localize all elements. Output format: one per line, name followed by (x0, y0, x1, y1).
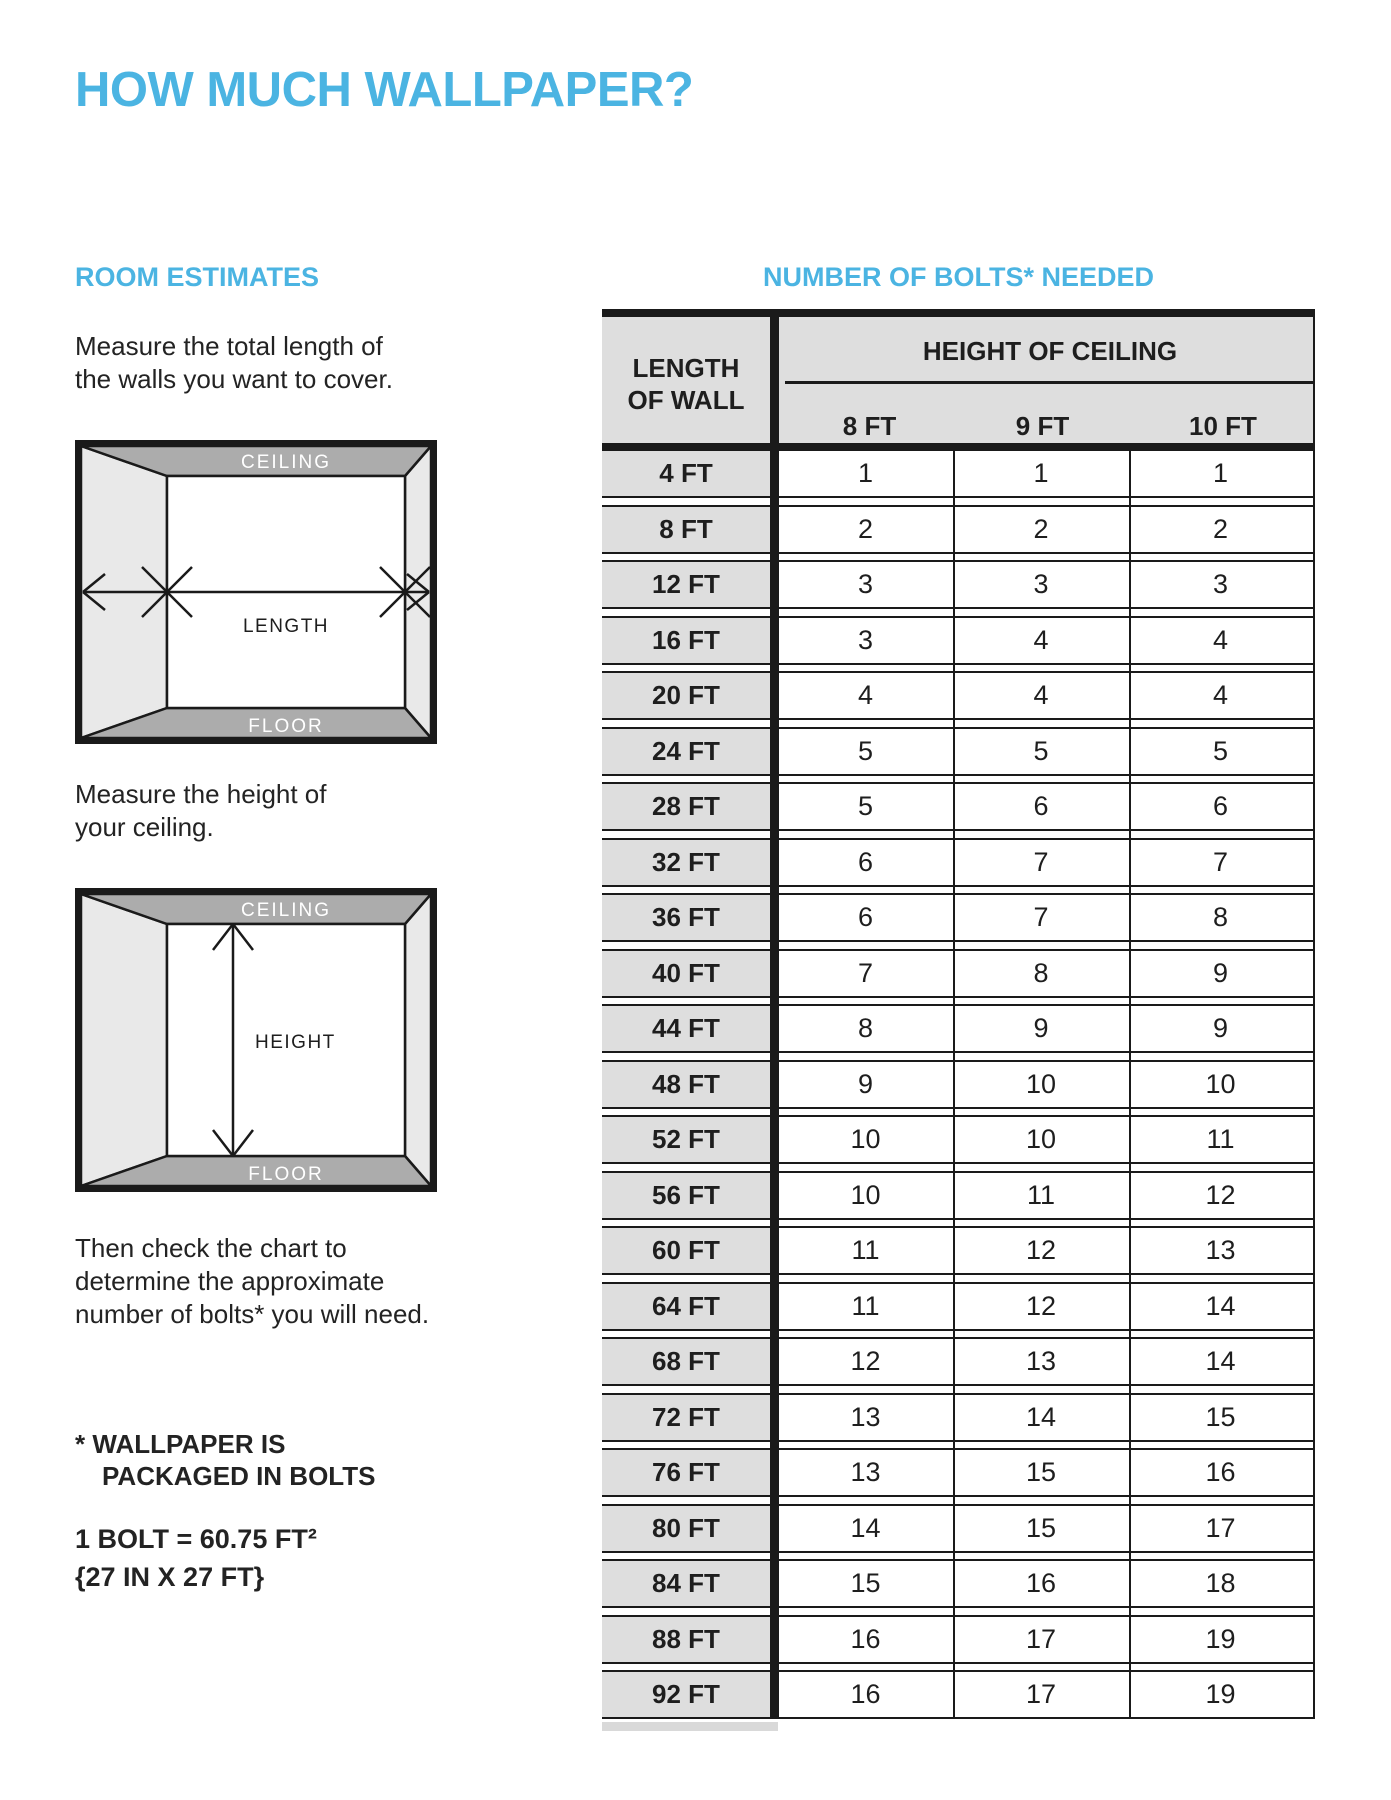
header-divider-line (785, 381, 1315, 384)
table-bottom-strip (602, 1722, 778, 1731)
length-label: LENGTH (242, 616, 330, 637)
bolt-count-cell: 11 (1026, 1179, 1056, 1210)
floor-label: FLOOR (248, 1164, 324, 1185)
bolt-count-cell: 13 (1205, 1235, 1236, 1265)
row-length-label: 80 FT (602, 1506, 770, 1551)
bolt-count-cell: 14 (1025, 1401, 1057, 1432)
left-wall (81, 894, 167, 1186)
bolt-count-cell: 9 (1212, 1013, 1229, 1043)
row-length-label: 36 FT (602, 895, 770, 940)
row-length-label: 4 FT (602, 451, 770, 496)
table-row (602, 893, 1315, 942)
bolt-count-cell: 2 (857, 513, 874, 544)
ceiling-label: CEILING (240, 900, 332, 921)
floor-label: FLOOR (248, 716, 324, 737)
row-length-label: 16 FT (602, 618, 770, 663)
bolt-count-cell: 9 (1033, 1013, 1049, 1043)
row-length-label: 68 FT (602, 1339, 770, 1384)
table-row (602, 1615, 1315, 1664)
instruction-step-1-line-2: the walls you want to cover. (75, 364, 393, 394)
table-row (602, 949, 1315, 998)
bolt-count-cell: 10 (1205, 1068, 1236, 1099)
bolt-count-cell: 4 (1212, 624, 1229, 655)
bolt-size-info (75, 1520, 317, 1596)
table-row (602, 560, 1315, 609)
bolt-count-cell: 19 (1205, 1679, 1236, 1709)
bolt-count-cell: 8 (1212, 902, 1229, 932)
row-length-label: 20 FT (602, 673, 770, 718)
row-length-label: 44 FT (602, 1006, 770, 1051)
row-length-label: 52 FT (602, 1117, 770, 1162)
bolt-count-cell: 1 (1212, 458, 1229, 488)
bolt-count-cell: 16 (1025, 1568, 1057, 1598)
bolt-count-cell: 9 (1212, 957, 1229, 988)
column-header-9ft: 9 FT (1015, 411, 1070, 441)
table-row (602, 1060, 1315, 1109)
bolt-dimensions-line: {27 IN X 27 FT} (75, 1562, 265, 1592)
bolt-count-cell: 3 (1212, 569, 1229, 599)
table-row (602, 1004, 1315, 1053)
row-length-label: 56 FT (602, 1173, 770, 1218)
column-header-10ft: 10 FT (1189, 411, 1257, 441)
height-of-ceiling-header: HEIGHT OF CEILING (922, 336, 1178, 366)
bolt-count-cell: 5 (857, 791, 874, 821)
row-length-label: 8 FT (602, 507, 770, 552)
bolt-count-cell: 3 (857, 569, 874, 599)
table-row (602, 1115, 1315, 1164)
row-length-label: 40 FT (602, 951, 770, 996)
footnote-line-1: * WALLPAPER IS (75, 1429, 286, 1459)
table-row (602, 616, 1315, 665)
bolt-count-cell: 12 (1025, 1235, 1057, 1265)
bolt-count-cell: 16 (1205, 1457, 1236, 1487)
table-row (602, 1282, 1315, 1331)
bolt-count-cell: 12 (850, 1346, 881, 1376)
instruction-step-2-line-2: your ceiling. (75, 812, 214, 842)
bolt-count-cell: 1 (857, 458, 874, 488)
bolt-count-cell: 5 (857, 735, 874, 766)
row-length-label: 64 FT (602, 1284, 770, 1329)
bolt-count-cell: 2 (1212, 513, 1229, 544)
bolt-count-cell: 2 (1033, 513, 1049, 544)
table-row (602, 671, 1315, 720)
bolt-count-cell: 15 (1025, 1512, 1057, 1543)
bolt-count-cell: 1 (1033, 458, 1049, 488)
bolt-count-cell: 3 (1033, 569, 1049, 599)
bolt-count-cell: 10 (850, 1179, 881, 1210)
bolt-count-cell: 4 (857, 680, 874, 710)
bolt-count-cell: 7 (1212, 846, 1229, 877)
bolt-count-cell: 8 (1033, 957, 1049, 988)
length-of-wall-header-line-1: LENGTH (632, 353, 740, 383)
bolt-count-cell: 6 (1033, 791, 1049, 821)
row-length-label: 32 FT (602, 840, 770, 885)
bolt-area-line: 1 BOLT = 60.75 FT² (75, 1524, 317, 1554)
height-label: HEIGHT (255, 1032, 336, 1053)
bolt-count-cell: 18 (1205, 1568, 1236, 1598)
table-row (602, 838, 1315, 887)
row-length-label: 88 FT (602, 1617, 770, 1662)
table-right-border (1313, 317, 1316, 1719)
bolt-count-cell: 14 (1205, 1346, 1236, 1376)
length-room-diagram (75, 440, 437, 744)
bolt-count-cell: 17 (1205, 1512, 1236, 1543)
column-divider-2 (1129, 443, 1132, 1719)
table-row (602, 1504, 1315, 1553)
bolt-count-cell: 4 (1212, 680, 1229, 710)
room-estimates-heading: ROOM ESTIMATES (75, 262, 320, 292)
bolt-count-cell: 11 (851, 1235, 880, 1265)
instruction-step-1-line-1: Measure the total length of (75, 331, 383, 361)
wallpaper-footnote (75, 1428, 375, 1492)
bolt-count-cell: 6 (857, 846, 874, 877)
length-of-wall-header-line-2: OF WALL (627, 385, 745, 415)
instruction-step-2 (75, 778, 327, 844)
bolt-count-cell: 15 (1025, 1457, 1057, 1487)
table-row (602, 1337, 1315, 1386)
bolt-count-cell: 11 (1206, 1124, 1235, 1154)
bolt-count-cell: 8 (857, 1013, 874, 1043)
table-row (602, 505, 1315, 554)
table-row (602, 727, 1315, 776)
bolt-count-cell: 16 (850, 1623, 881, 1654)
bolt-count-cell: 5 (1033, 735, 1049, 766)
bolt-count-cell: 10 (1025, 1068, 1057, 1099)
bolt-count-cell: 15 (1205, 1401, 1236, 1432)
bolt-count-cell: 10 (1025, 1124, 1057, 1154)
instruction-step-2-line-1: Measure the height of (75, 779, 327, 809)
footnote-line-2: PACKAGED IN BOLTS (102, 1461, 376, 1491)
bolt-count-cell: 4 (1033, 624, 1049, 655)
row-length-label: 92 FT (602, 1672, 770, 1717)
bolt-count-cell: 10 (850, 1124, 881, 1154)
row-length-label: 84 FT (602, 1561, 770, 1606)
row-length-label: 12 FT (602, 562, 770, 607)
right-wall (405, 894, 431, 1186)
row-length-label: 60 FT (602, 1228, 770, 1273)
table-thick-divider (770, 309, 779, 1719)
row-length-label: 72 FT (602, 1395, 770, 1440)
column-divider-1 (953, 443, 956, 1719)
row-length-label: 24 FT (602, 729, 770, 774)
table-row (602, 1670, 1315, 1719)
row-length-label: 48 FT (602, 1062, 770, 1107)
header-bottom-line (602, 443, 1315, 449)
bolts-table-heading: NUMBER OF BOLTS* NEEDED (762, 262, 1154, 292)
instruction-step-1 (75, 330, 393, 396)
bolt-count-cell: 14 (850, 1512, 881, 1543)
column-header-8ft: 8 FT (842, 411, 897, 441)
bolt-count-cell: 3 (857, 624, 874, 655)
length-of-wall-header (602, 352, 770, 416)
page-title: HOW MUCH WALLPAPER? (75, 63, 694, 117)
bolt-count-cell: 9 (857, 1068, 874, 1099)
bolt-count-cell: 6 (1212, 791, 1229, 821)
bolt-count-cell: 17 (1025, 1623, 1057, 1654)
bolt-count-cell: 13 (1025, 1346, 1057, 1376)
instruction-step-3-line-1: Then check the chart to (75, 1233, 347, 1263)
height-room-diagram (75, 888, 437, 1192)
bolt-count-cell: 12 (1025, 1290, 1057, 1321)
table-row (602, 1559, 1315, 1608)
bolt-count-cell: 7 (857, 957, 874, 988)
bolt-count-cell: 13 (850, 1401, 881, 1432)
table-row (602, 1226, 1315, 1275)
bolt-count-cell: 6 (857, 902, 874, 932)
bolt-count-cell: 7 (1033, 902, 1049, 932)
instruction-step-3-line-2: determine the approximate (75, 1266, 385, 1296)
instruction-step-3 (75, 1232, 429, 1331)
row-length-label: 76 FT (602, 1450, 770, 1495)
bolt-count-cell: 11 (851, 1290, 880, 1321)
bolt-count-cell: 13 (850, 1457, 881, 1487)
table-row (602, 782, 1315, 831)
bolt-count-cell: 16 (850, 1679, 881, 1709)
bolt-count-cell: 15 (850, 1568, 881, 1598)
table-row (602, 1171, 1315, 1220)
table-row (602, 449, 1315, 498)
instruction-step-3-line-3: number of bolts* you will need. (75, 1299, 430, 1329)
bolt-count-cell: 4 (1033, 680, 1049, 710)
bolt-count-cell: 19 (1205, 1623, 1236, 1654)
row-length-label: 28 FT (602, 784, 770, 829)
table-row (602, 1448, 1315, 1497)
table-row (602, 1393, 1315, 1442)
bolt-count-cell: 14 (1205, 1290, 1236, 1321)
bolt-count-cell: 12 (1205, 1179, 1236, 1210)
bolt-count-cell: 17 (1025, 1679, 1057, 1709)
bolt-count-cell: 7 (1033, 846, 1049, 877)
bolt-count-cell: 5 (1212, 735, 1229, 766)
ceiling-label: CEILING (240, 452, 332, 473)
